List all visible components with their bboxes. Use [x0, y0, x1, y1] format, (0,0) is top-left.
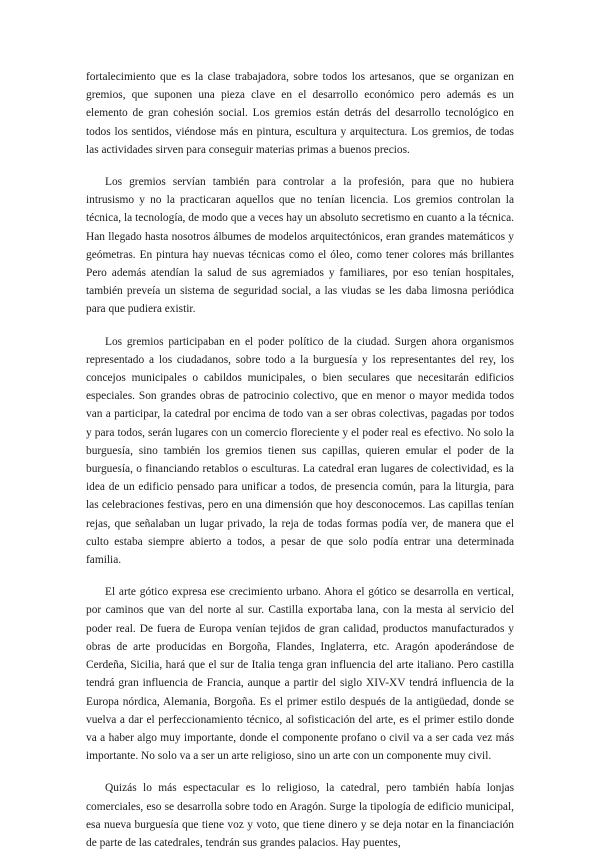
- paragraph-2: Los gremios servían también para controlar a la profesión, para que no hubiera intrusismo y no la practicaran aquellos que no tenían licencia. Los gremios controlan la técnica, la tecnología, de modo que a veces hay un absoluto secretismo en cuanto a la técnica. Han llegado hasta nosotros álbumes de modelos arquitectónicos, eran grandes matemáticos y geómetras. En pintura hay nuevas técnicas como el óleo, como tener colores más brillantes Pero además atendían la salud de sus agremiados y familiares, por eso tenían hospitales, también preveía un sistema de seguridad social, a las viudas se les daba limosna periódica para que pudiera existir.: [86, 176, 514, 316]
- body-text: [86, 68, 514, 866]
- paragraph-3: Los gremios participaban en el poder político de la ciudad. Surgen ahora organismos representado a los ciudadanos, sobre todo a la burguesía y los representantes del rey, los concejos municipales o cabildos municipales, o bien seculares que necesitarán edificios especiales. Son grandes obras de patrocinio colectivo, que en menor o mayor medida todos van a participar, la catedral por encima de todo van a ser obras colectivas, pagadas por todos y para todos, serán lugares con un comercio floreciente y el poder real es efectivo. No solo la burguesía, sino también los gremios tienen sus capillas, quieren emular el poder de la burguesía, o financiando retablos o esculturas. La catedral eran lugares de colectividad, es la idea de un edificio pensado para unificar a todos, de presencia común, para la liturgia, para las celebraciones festivas, pero en una dimensión que hoy desconocemos. Las capillas tenían rejas, que señalaban un lugar privado, la reja de todas formas podía ver, de manera que el culto estaba siempre abierto a todos, a pesar de que solo podía entrar una determinada familia.: [86, 335, 514, 567]
- paragraph-1: fortalecimiento que es la clase trabajadora, sobre todos los artesanos, que se organizan en gremios, que suponen una pieza clave en el desarrollo económico pero además es un elemento de gran cohesión social. Los gremios están detrás del desarrollo tecnológico en todos los sentidos, viéndose más en pintura, escultura y arquitectura. Los gremios, de todas las actividades sirven para conseguir materias primas a buenos precios.: [86, 71, 514, 156]
- paragraph-4: El arte gótico expresa ese crecimiento urbano. Ahora el gótico se desarrolla en vertical, por caminos que van del norte al sur. Castilla exportaba lana, con la mesta al servicio del poder real. De fuera de Europa venían tejidos de gran calidad, productos manufacturados y obras de arte producidas en Borgoña, Flandes, Inglaterra, etc. Aragón apoderándose de Cerdeña, Sicilia, hará que el sur de Italia tenga gran influencia del arte italiano. Pero castilla tendrá gran influencia de Francia, aunque a partir del siglo XIV-XV tendrá influencia de la Europa nórdica, Alemania, Borgoña. Es el primer estilo después de la antigüedad, donde se vuelva a dar el perfeccionamiento técnico, al sofisticación del arte, es el primer estilo donde va a haber algo muy importante, donde el componente profano o civil va a ser cada vez más importante. No solo va a ser un arte religioso, sino un arte con un componente muy civil.: [86, 586, 514, 763]
- paragraph-5: Quizás lo más espectacular es lo religioso, la catedral, pero también había lonjas comerciales, eso se desarrolla sobre todo en Aragón. Surge la tipología de edificio municipal, esa nueva burguesía que tiene voz y voto, que tiene dinero y se deja notar en la financiación de parte de las catedrales, tendrán sus grandes palacios. Hay puentes,: [86, 782, 514, 849]
